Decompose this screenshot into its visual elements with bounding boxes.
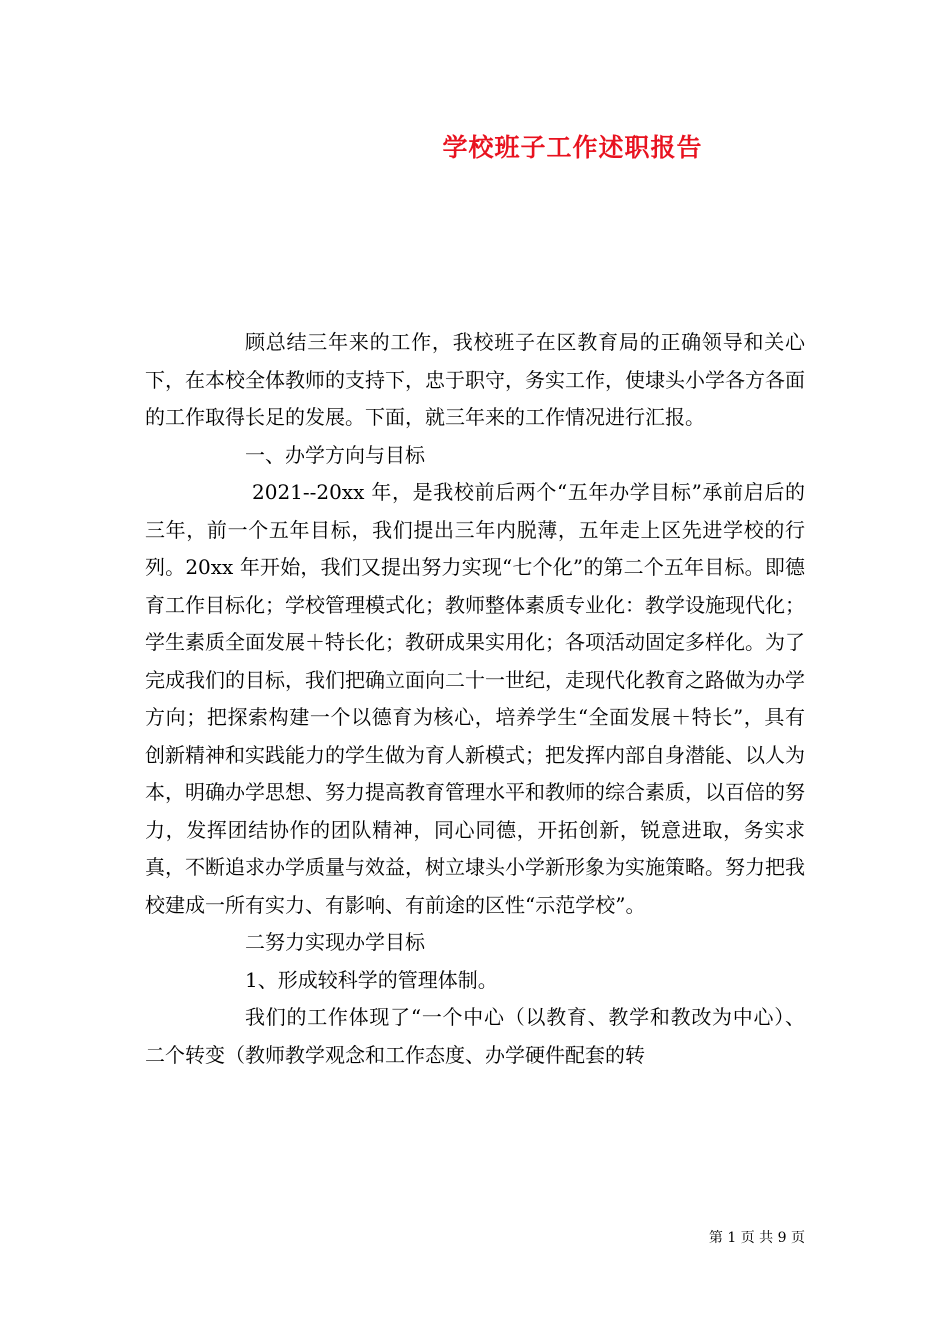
subsection-heading-1: 1、形成较科学的管理体制。	[245, 967, 498, 992]
paragraph-goals: 2021--20xx 年，是我校前后两个“五年办学目标”承前启后的三年，前一个五年目标，我们提出三年内脱薄，五年走上区先进学校的行列。20xx 年开始，我们又提出努力实现“七个化”的第二个五年目标。即德育工作目标化；学校管理模式化；教师整体素质专业化：教学设施现代化；学生素质全面发展＋特长化；教研成果实用化；各项活动固定多样化。为了完成我们的目标，我们把确立面向二十一世纪，走现代化教育之路做为办学方向；把探索构建一个以德育为核心，培养学生“全面发展＋特长”，具有创新精神和实践能力的学生做为育人新模式；把发挥内部自身潜能、以人为本，明确办学思想、努力提高教育管理水平和教师的综合素质，以百倍的努力，发挥团结协作的团队精神，同心同德，开拓创新，锐意进取，务实求真，不断追求办学质量与效益，树立埭头小学新形象为实施策略。努力把我校建成一所有实力、有影响、有前途的区性“示范学校”。	[145, 480, 805, 917]
section-heading-1: 一、办学方向与目标	[245, 442, 425, 467]
section-heading-2: 二努力实现办学目标	[245, 930, 425, 954]
document-body	[145, 324, 805, 1074]
paragraph-management: 我们的工作体现了“一个中心（以教育、教学和教改为中心）、二个转变（教师教学观念和工作态度、办学硬件配套的转	[145, 1005, 805, 1067]
document-title: 学校班子工作述职报告	[442, 133, 703, 162]
page-number: 第 1 页 共 9 页	[708, 1230, 805, 1246]
paragraph-intro: 顾总结三年来的工作，我校班子在区教育局的正确领导和关心下，在本校全体教师的支持下，忠于职守，务实工作，使埭头小学各方各面的工作取得长足的发展。下面，就三年来的工作情况进行汇报。	[145, 330, 805, 429]
